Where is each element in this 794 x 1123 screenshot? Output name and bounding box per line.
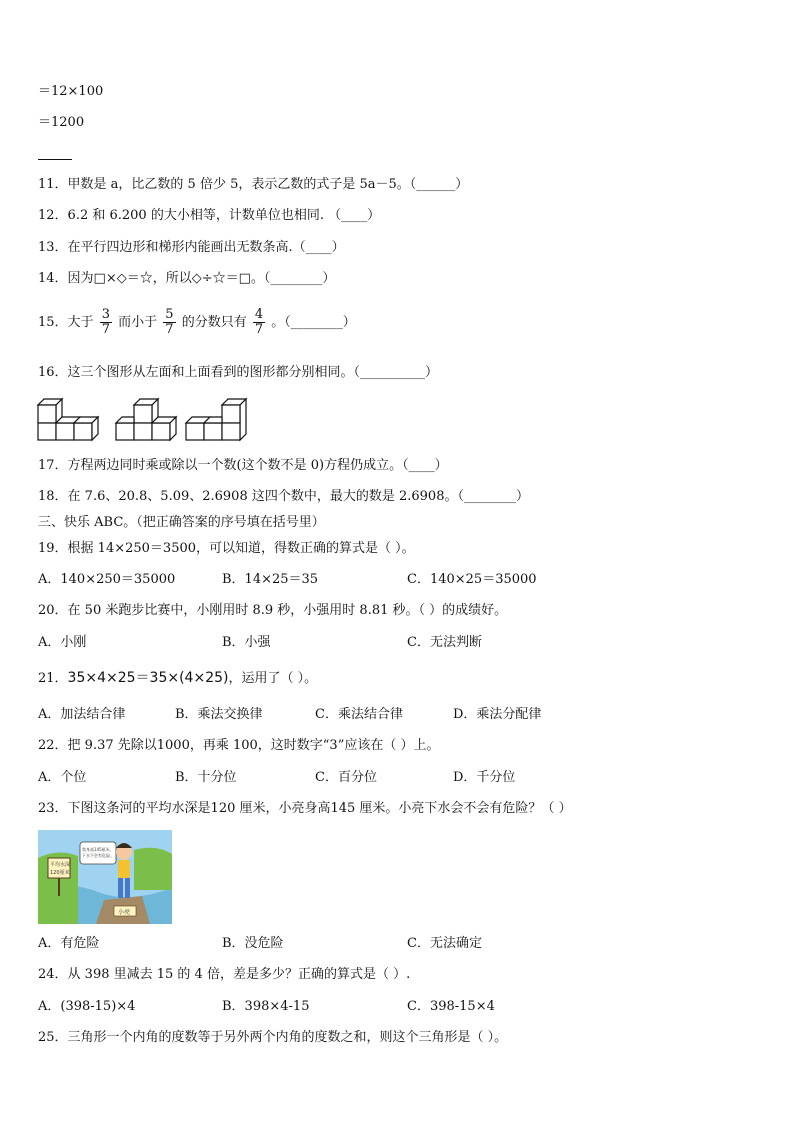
question-19: 19．根据 14×250＝3500，可以知道，得数正确的算式是（ ）。 <box>38 541 415 556</box>
q15-suffix: 。（________） <box>271 315 356 330</box>
q21-option-a: A．加法结合律 <box>38 707 126 722</box>
frac-num: 4 <box>254 307 264 322</box>
q22-option-d: D．千分位 <box>453 770 516 785</box>
frac-num: 3 <box>101 307 110 322</box>
question-22: 22．把 9.37 先除以1000，再乘 100，这时数字“3”应该在（ ）上。 <box>38 738 440 753</box>
q20-option-c: C．无法判断 <box>407 635 482 650</box>
calc-line-1: ＝12×100 <box>38 84 104 99</box>
frac-num: 5 <box>165 307 174 322</box>
q22-option-c: C．百分位 <box>315 770 377 785</box>
q15-mid1: 而小于 <box>118 315 158 330</box>
river-illustration <box>38 830 172 924</box>
question-11: 11．甲数是 a，比乙数的 5 倍少 5，表示乙数的式子是 5a－5。（______） <box>38 177 469 192</box>
question-16: 16．这三个图形从左面和上面看到的图形都分别相同。（__________） <box>38 365 439 380</box>
fraction-3-7 <box>100 308 112 337</box>
question-23: 23．下图这条河的平均水深是120 厘米，小亮身高145 厘米。小亮下水会不会有危险？（ ） <box>38 801 572 816</box>
cube-figures <box>36 395 256 443</box>
q19-option-c: C．140×25＝35000 <box>407 572 537 587</box>
question-12: 12．6.2 和 6.200 的大小相等，计数单位也相同. （____） <box>38 208 381 223</box>
frac-den: 7 <box>101 322 110 337</box>
bubble-text: 我身高145厘米，下水不会有危险。 <box>82 847 114 858</box>
q21-option-d: D．乘法分配律 <box>453 707 542 722</box>
calc-line-2: ＝1200 <box>38 115 85 130</box>
q21-suffix: ，运用了（ ）。 <box>228 671 318 686</box>
fraction-4-7 <box>253 308 265 337</box>
frac-den: 7 <box>254 322 264 337</box>
question-24: 24．从 398 里减去 15 的 4 倍，差是多少？正确的算式是（ ）. <box>38 967 411 982</box>
question-25: 25．三角形一个内角的度数等于另外两个内角的度数之和，则这个三角形是（ ）。 <box>38 1030 508 1045</box>
frac-den: 7 <box>165 322 174 337</box>
fraction-5-7 <box>163 308 175 337</box>
q21-option-b: B．乘法交换律 <box>175 707 263 722</box>
q19-option-a: A．140×250＝35000 <box>38 572 176 587</box>
q15-prefix: 15．大于 <box>38 315 94 330</box>
q20-option-a: A．小刚 <box>38 635 87 650</box>
cube-figure-1 <box>38 399 98 440</box>
question-21 <box>38 670 317 687</box>
question-13: 13．在平行四边形和梯形内能画出无数条高.（____） <box>38 240 345 255</box>
name-tag-text: 小亮 <box>118 909 131 916</box>
q15-mid2: 的分数只有 <box>181 315 247 330</box>
cube-figure-2 <box>116 399 176 440</box>
q23-option-c: C．无法确定 <box>407 936 482 951</box>
q22-option-b: B．十分位 <box>175 770 237 785</box>
q24-option-a: A．(398-15)×4 <box>38 999 136 1014</box>
q19-option-b: B．14×25＝35 <box>222 572 319 587</box>
question-18: 18．在 7.6、20.8、5.09、2.6908 这四个数中，最大的数是 2.6908。（________） <box>38 489 529 504</box>
q21-prefix: 21． <box>38 671 68 686</box>
q20-option-b: B．小强 <box>222 635 271 650</box>
q22-option-a: A．个位 <box>38 770 87 785</box>
cube-figure-3 <box>186 399 246 440</box>
question-14: 14．因为□×◇＝☆，所以◇÷☆＝□。（________） <box>38 271 336 286</box>
question-15 <box>38 300 356 346</box>
q23-option-a: A．有危险 <box>38 936 100 951</box>
q21-formula: 35×4×25＝35×(4×25) <box>67 670 229 686</box>
q23-option-b: B．没危险 <box>222 936 284 951</box>
question-17: 17．方程两边同时乘或除以一个数(这个数不是 0)方程仍成立。（____） <box>38 458 448 473</box>
q24-option-b: B．398×4-15 <box>222 999 310 1014</box>
question-20: 20．在 50 米跑步比赛中，小刚用时 8.9 秒，小强用时 8.81 秒。（ ）的成绩好。 <box>38 603 508 618</box>
sign-text: 平均水深 120厘米 <box>50 862 71 876</box>
q24-option-c: C．398-15×4 <box>407 999 495 1014</box>
section-heading-3: 三、快乐 ABC。（把正确答案的序号填在括号里） <box>38 515 325 530</box>
divider-line <box>38 159 72 160</box>
q21-option-c: C．乘法结合律 <box>315 707 403 722</box>
